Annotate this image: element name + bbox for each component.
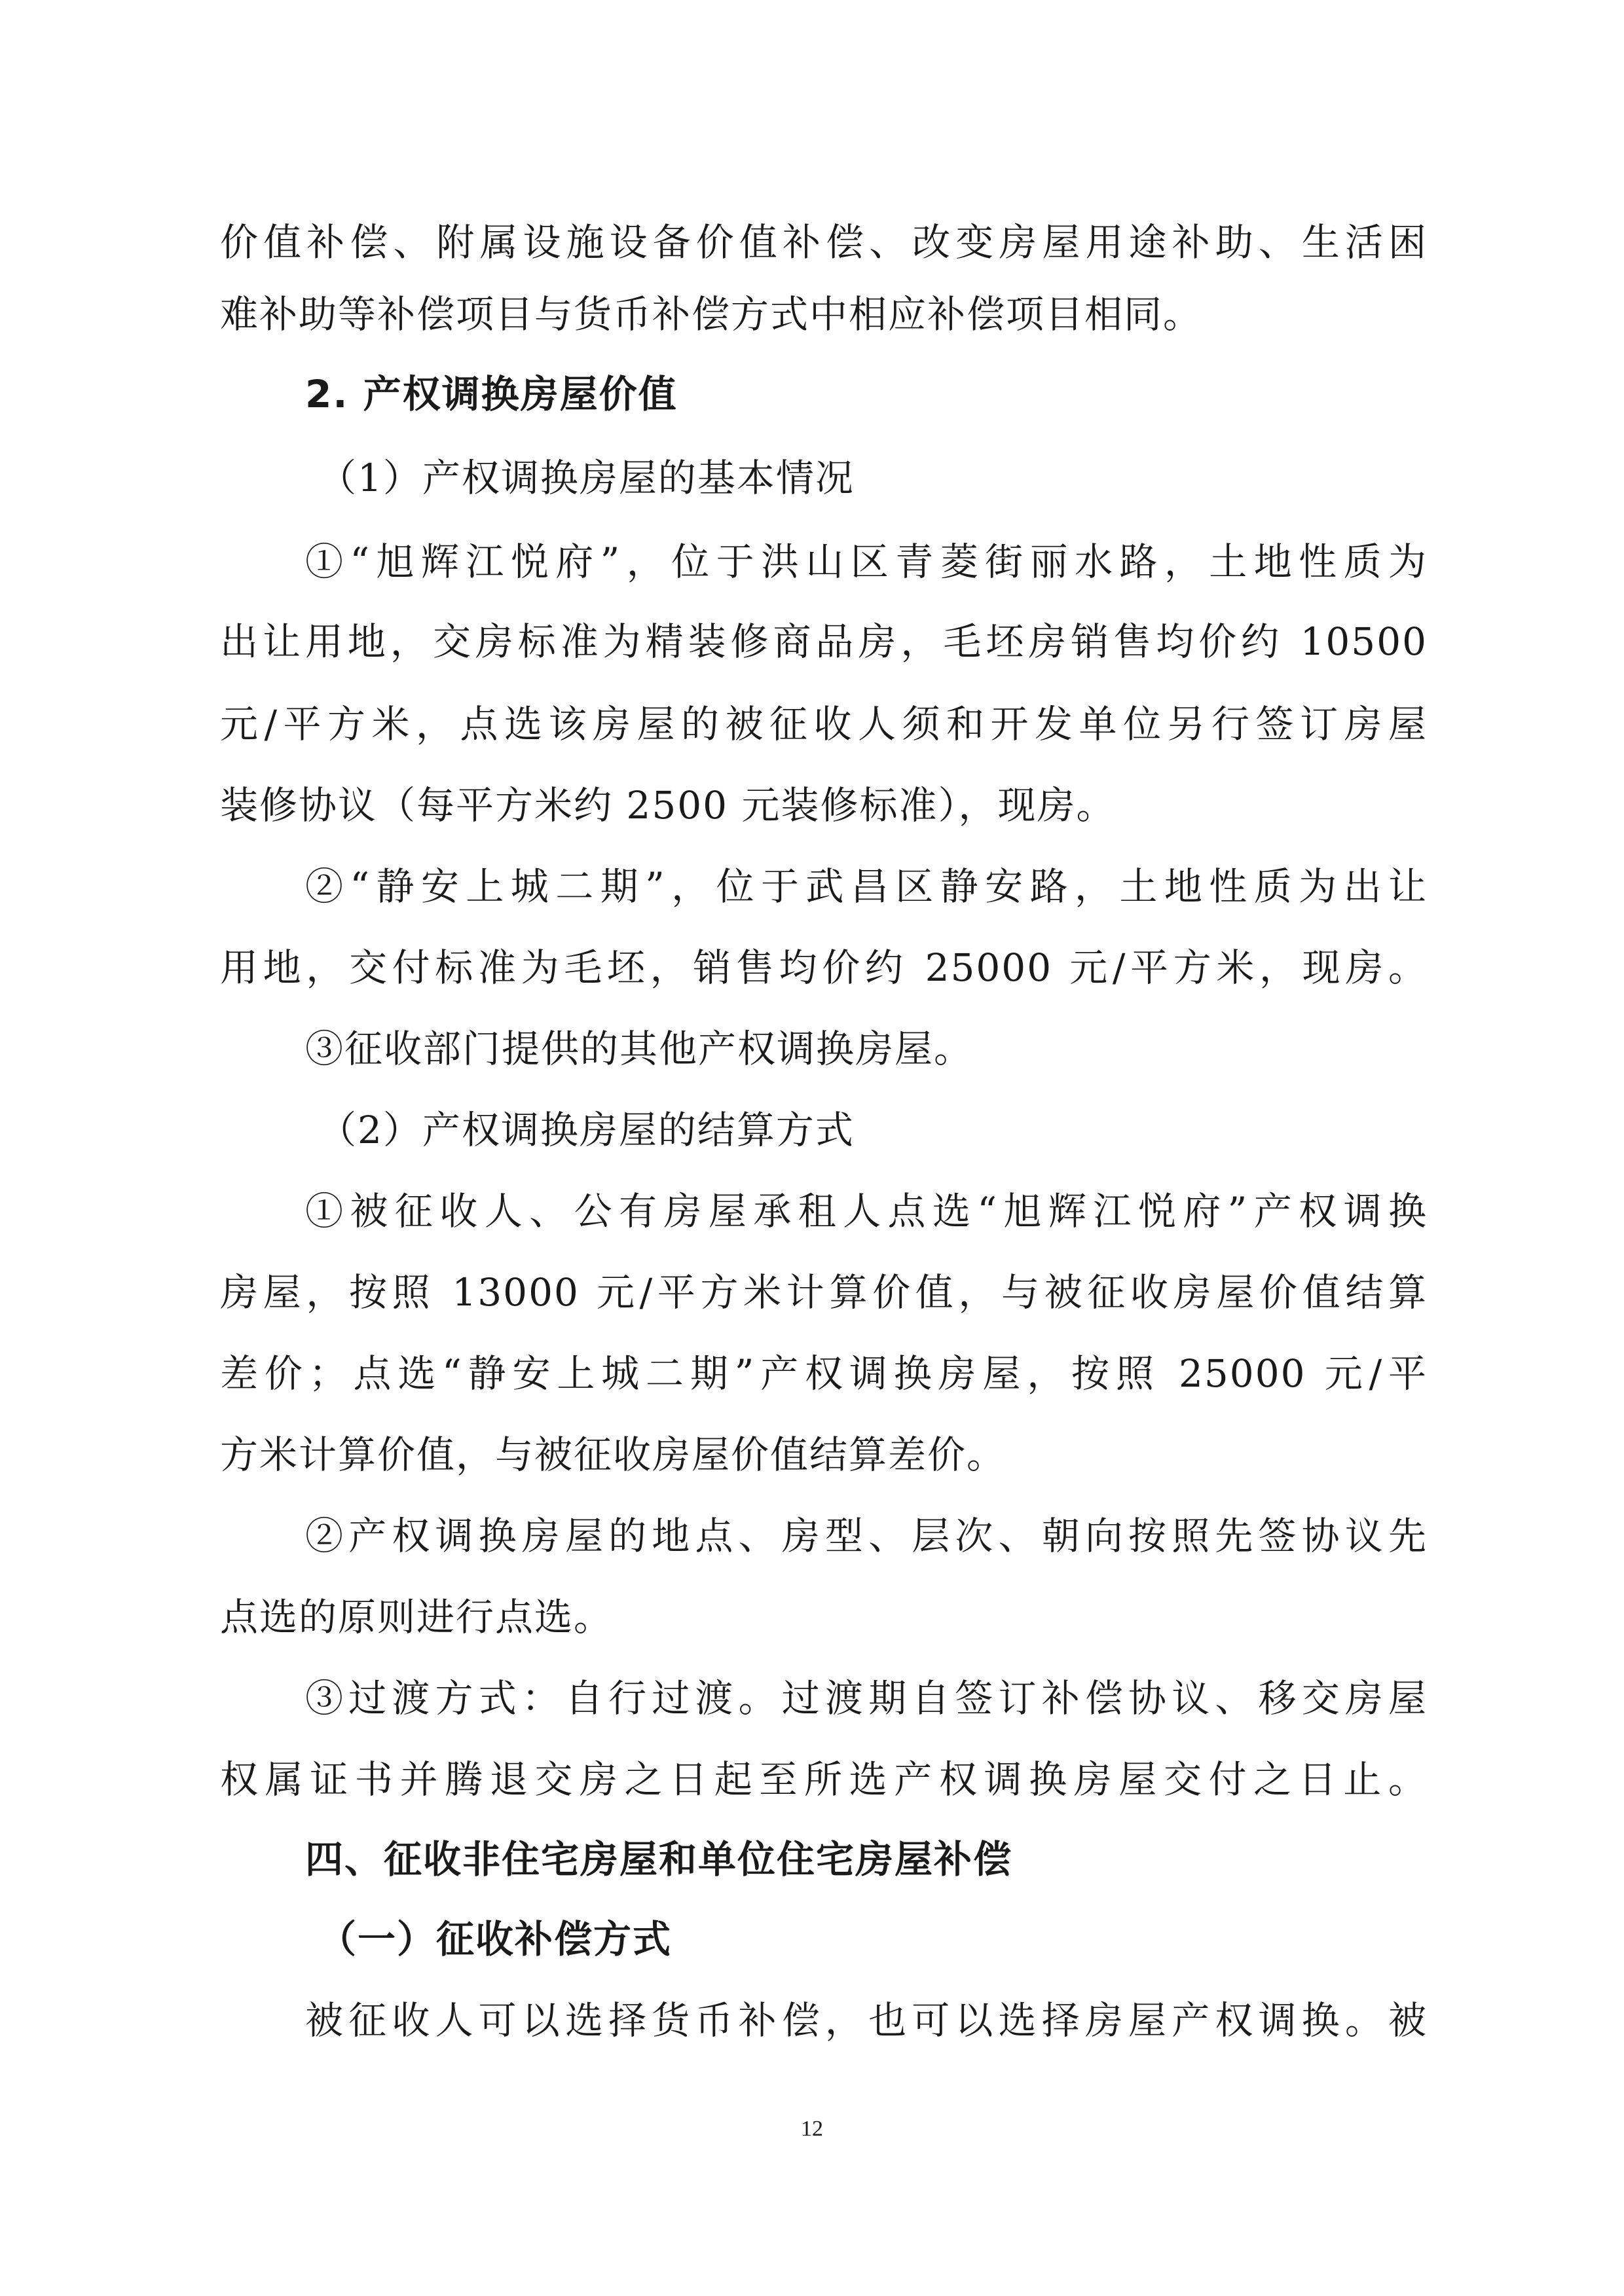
paragraph-line: 被征收人可以选择货币补偿，也可以选择房屋产权调换。被 (305, 1998, 1428, 2043)
paragraph-line: ①“旭辉江悦府”，位于洪山区青菱街丽水路，土地性质为 (305, 539, 1428, 584)
section-heading: （一）征收补偿方式 (318, 1917, 673, 1961)
paragraph-line: 价值补偿、附属设施设备价值补偿、改变房屋用途补助、生活困 (220, 220, 1428, 264)
paragraph-line: 装修协议（每平方米约 2500 元装修标准），现房。 (220, 783, 1116, 828)
section-heading: 2. 产权调换房屋价值 (305, 372, 678, 416)
paragraph-line: 点选的原则进行点选。 (220, 1595, 614, 1639)
paragraph-line: 权属证书并腾退交房之日起至所选产权调换房屋交付之日止。 (220, 1757, 1428, 1802)
subsection-heading: （1）产权调换房屋的基本情况 (318, 456, 855, 500)
paragraph-line: 用地，交付标准为毛坯，销售均价约 25000 元/平方米，现房。 (220, 945, 1428, 990)
paragraph-line: 方米计算价值，与被征收房屋价值结算差价。 (220, 1432, 1006, 1477)
paragraph-line: 差价；点选“静安上城二期”产权调换房屋，按照 25000 元/平 (220, 1351, 1428, 1396)
paragraph-line: 难补助等补偿项目与货币补偿方式中相应补偿项目相同。 (220, 292, 1203, 337)
chapter-heading: 四、征收非住宅房屋和单位住宅房屋补偿 (305, 1837, 1013, 1882)
paragraph-line: 出让用地，交房标准为精装修商品房，毛坯房销售均价约 10500 (220, 619, 1428, 664)
paragraph-line: ③过渡方式：自行过渡。过渡期自签订补偿协议、移交房屋 (305, 1676, 1428, 1721)
paragraph-line: 元/平方米，点选该房屋的被征收人须和开发单位另行签订房屋 (220, 702, 1428, 746)
page-number: 12 (801, 2117, 823, 2141)
paragraph-line: ②“静安上城二期”，位于武昌区静安路，土地性质为出让 (305, 864, 1428, 909)
paragraph-line: ③征收部门提供的其他产权调换房屋。 (305, 1027, 974, 1071)
paragraph-line: ②产权调换房屋的地点、房型、层次、朝向按照先签协议先 (305, 1514, 1428, 1558)
paragraph-line: 房屋，按照 13000 元/平方米计算价值，与被征收房屋价值结算 (220, 1270, 1428, 1315)
paragraph-line: ①被征收人、公有房屋承租人点选“旭辉江悦府”产权调换 (305, 1189, 1428, 1233)
subsection-heading: （2）产权调换房屋的结算方式 (318, 1108, 855, 1152)
